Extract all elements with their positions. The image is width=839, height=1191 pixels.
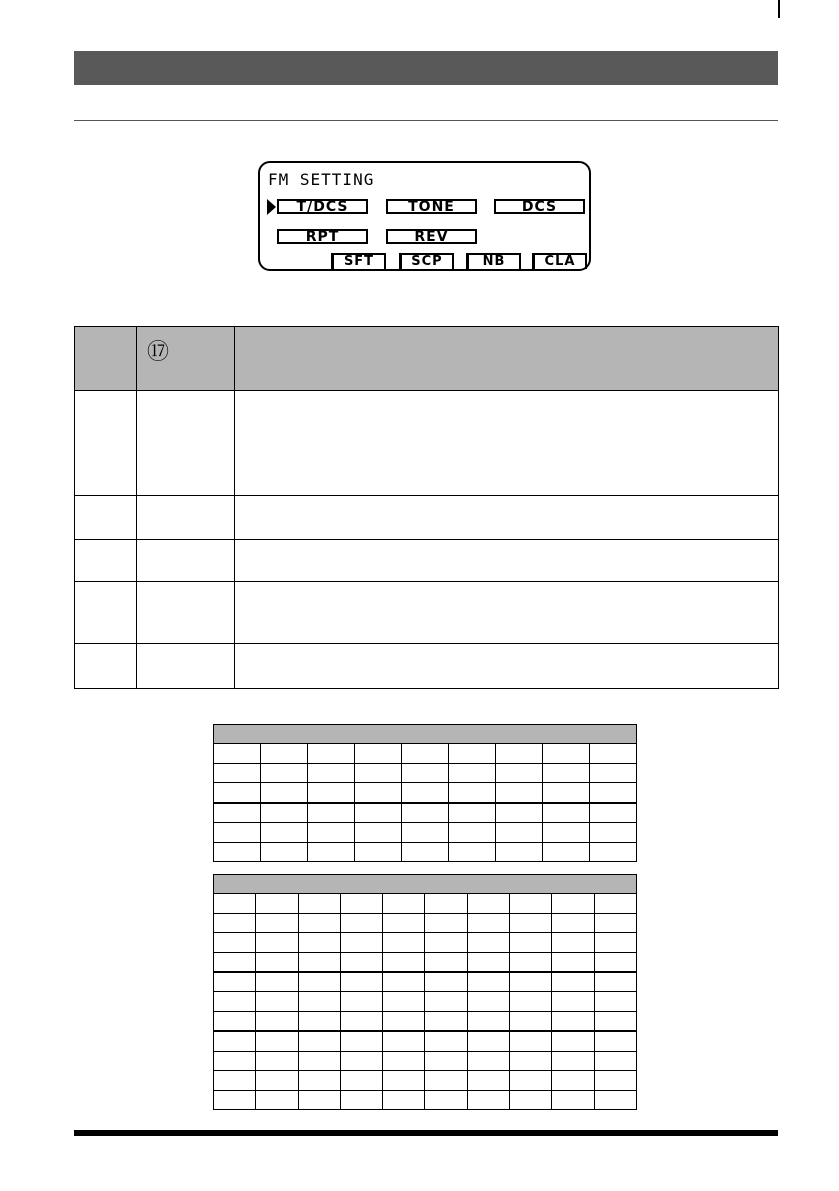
header-cell-number: ⑰ <box>137 327 235 391</box>
lcd-softkey-scp: SCP <box>399 253 454 269</box>
table-row <box>214 894 637 913</box>
page-corner-mark <box>778 0 780 18</box>
table-row <box>214 1031 637 1051</box>
dcs-table-header <box>214 875 637 894</box>
table-row <box>214 763 637 782</box>
lcd-title: FM SETTING <box>268 170 375 189</box>
table-row <box>214 842 637 861</box>
table-row <box>75 540 779 582</box>
table-row <box>214 823 637 842</box>
header-cell-1 <box>75 327 137 391</box>
dcs-code-table <box>213 874 637 1110</box>
tone-table-header <box>214 725 637 744</box>
table-row <box>214 744 637 763</box>
table-row <box>214 952 637 972</box>
section-header-rule <box>74 120 778 121</box>
lcd-key-tone: TONE <box>386 199 477 214</box>
table-row <box>214 972 637 992</box>
lcd-display <box>258 161 591 271</box>
table-row <box>214 913 637 932</box>
table-row <box>75 644 779 689</box>
table-row <box>214 992 637 1011</box>
table-row <box>214 783 637 803</box>
section-header-bar <box>74 51 778 85</box>
table-row <box>214 1051 637 1070</box>
lcd-softkey-cla: CLA <box>532 253 587 269</box>
table-row <box>75 391 779 496</box>
function-table-header <box>75 327 779 391</box>
table-row <box>75 582 779 644</box>
lcd-softkey-nb: NB <box>466 253 521 269</box>
header-cell-description <box>235 327 779 391</box>
lcd-key-dcs: DCS <box>494 199 585 214</box>
table-row <box>214 1071 637 1090</box>
table-row <box>75 496 779 540</box>
lcd-key-rev: REV <box>386 229 477 244</box>
tone-code-table <box>213 724 637 862</box>
table-row <box>214 1090 637 1109</box>
lcd-softkey-sft: SFT <box>331 253 386 269</box>
page-footer-bar <box>74 1130 778 1136</box>
table-row <box>214 1011 637 1031</box>
table-row <box>214 803 637 823</box>
lcd-cursor-icon <box>267 199 276 215</box>
table-row <box>214 933 637 952</box>
function-table <box>74 326 779 689</box>
lcd-key-tdcs: T/DCS <box>277 199 368 214</box>
lcd-key-rpt: RPT <box>277 229 368 244</box>
